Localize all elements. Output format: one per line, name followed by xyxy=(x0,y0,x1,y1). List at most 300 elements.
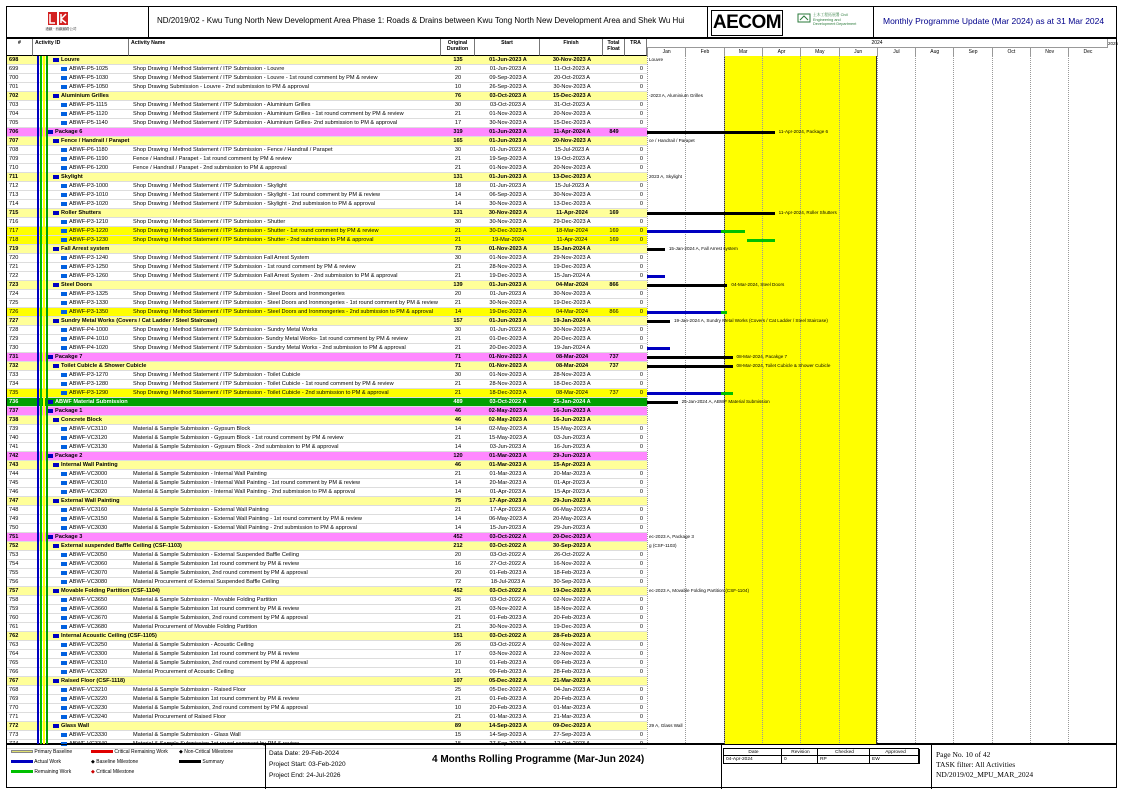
activity-row-699[interactable] xyxy=(7,65,647,74)
activity-row-711[interactable] xyxy=(7,173,647,182)
start-date: 06-May-2023 A xyxy=(489,516,527,522)
month-header: May xyxy=(800,48,838,56)
row-number: 709 xyxy=(9,156,19,162)
activity-id: ABWF-VC3300 xyxy=(61,650,131,658)
activity-id: ABWF-P4-1010 xyxy=(61,335,131,343)
activity-row-723[interactable] xyxy=(7,281,647,290)
total-float: 866 xyxy=(609,282,619,288)
activity-name: Fence / Handrail / Parapet - 2nd submission to PM & approval xyxy=(133,165,287,171)
activity-row-758[interactable] xyxy=(7,596,647,605)
activity-row-756[interactable] xyxy=(7,578,647,587)
original-duration: 452 xyxy=(453,588,463,594)
activity-row-757[interactable] xyxy=(7,587,647,596)
activity-name: Material & Sample Submission - Gypsum Block xyxy=(133,426,251,432)
activity-row-725[interactable] xyxy=(7,299,647,308)
col-header-duration: Original Duration xyxy=(441,39,475,56)
activity-row-765[interactable] xyxy=(7,659,647,668)
finish-date: 30-Nov-2023 A xyxy=(553,192,591,198)
finish-date: 15-Apr-2023 A xyxy=(553,462,591,468)
activity-row-702[interactable] xyxy=(7,92,647,101)
row-number: 711 xyxy=(9,174,19,180)
activity-id: ABWF-VC3220 xyxy=(61,695,131,703)
activity-id: ABWF-VC3010 xyxy=(61,479,131,487)
finish-date: 13-Dec-2023 A xyxy=(552,174,592,180)
activity-id: Package 1 xyxy=(47,407,427,415)
gantt-chart xyxy=(647,39,1118,745)
project-start: Project Start: 03-Feb-2020 xyxy=(269,761,346,768)
original-duration: 21 xyxy=(454,606,462,612)
activity-row-744[interactable] xyxy=(7,470,647,479)
activity-row-709[interactable] xyxy=(7,155,647,164)
activity-row-706[interactable] xyxy=(7,128,647,137)
activity-row-720[interactable] xyxy=(7,254,647,263)
activity-id: Sundry Metal Works (Covers / Cat Ladder / Steel Staircase) xyxy=(53,317,433,325)
task-icon xyxy=(61,346,67,350)
activity-row-771[interactable] xyxy=(7,713,647,722)
activity-name: Shop Drawing / Method Statement / ITP Submission - Sundry Metal Works xyxy=(133,327,318,333)
tra-value: 0 xyxy=(639,444,643,450)
tra-value: 0 xyxy=(639,201,643,207)
month-header: Jun xyxy=(839,48,877,56)
activity-id: Aluminium Grilles xyxy=(53,92,433,100)
activity-name: Material & Sample Submission - Acoustic Ceiling xyxy=(133,642,254,648)
tra-value: 0 xyxy=(639,336,643,342)
activity-row-734[interactable] xyxy=(7,380,647,389)
gantt-bar-label: 15-Jan-2024 A, Fall Arrest system xyxy=(668,246,738,251)
activity-row-733[interactable] xyxy=(7,371,647,380)
finish-date: 15-Jul-2023 A xyxy=(554,183,590,189)
row-number: 700 xyxy=(9,75,19,81)
tra-value: 0 xyxy=(639,345,643,351)
finish-date: 30-Nov-2023 A xyxy=(553,84,591,90)
activity-id: ABWF-P3-1260 xyxy=(61,272,131,280)
original-duration: 14 xyxy=(454,480,462,486)
activity-id: ABWF-VC3080 xyxy=(61,578,131,586)
task-icon xyxy=(61,733,67,737)
activity-row-772[interactable] xyxy=(7,722,647,731)
start-date: 01-Jun-2023 A xyxy=(489,66,527,72)
finish-date: 27-Sep-2023 A xyxy=(553,732,591,738)
activity-bar xyxy=(647,275,665,278)
activity-name: Material & Sample Submission - Movable Folding Partition xyxy=(133,597,278,603)
original-duration: 25 xyxy=(454,687,462,693)
original-duration: 46 xyxy=(454,408,462,414)
summary-bar xyxy=(647,365,733,368)
finish-date: 04-Mar-2024 xyxy=(555,282,589,288)
activity-id: Fence / Handrail / Parapet xyxy=(53,137,433,145)
activity-row-770[interactable] xyxy=(7,704,647,713)
activity-row-740[interactable] xyxy=(7,434,647,443)
activity-name: Material & Sample Submission 1st round comment by PM & review xyxy=(133,561,300,567)
activity-row-718[interactable] xyxy=(7,236,647,245)
summary-bar xyxy=(647,284,727,287)
activity-name: Shop Drawing / Method Statement / ITP Submission - Sundry Metal Works - 2nd submission to PM & approval xyxy=(133,345,406,351)
activity-row-705[interactable] xyxy=(7,119,647,128)
task-icon xyxy=(61,76,67,80)
row-number: 749 xyxy=(9,516,19,522)
start-date: 03-Oct-2022 A xyxy=(489,597,527,603)
activity-row-710[interactable] xyxy=(7,164,647,173)
task-filter: TASK filter: All Activities xyxy=(936,760,1016,769)
finish-date: 20-Dec-2023 A xyxy=(552,534,592,540)
original-duration: 14 xyxy=(454,516,462,522)
activity-id: Package 6 xyxy=(47,128,427,136)
activity-row-768[interactable] xyxy=(7,686,647,695)
task-icon xyxy=(61,292,67,296)
activity-id: External suspended Baffle Ceiling (CSF-1103) xyxy=(53,542,433,550)
tra-value: 0 xyxy=(639,84,643,90)
tra-value: 0 xyxy=(639,642,643,648)
activity-row-717[interactable] xyxy=(7,227,647,236)
activity-row-730[interactable] xyxy=(7,344,647,353)
activity-id: ABWF-P3-1280 xyxy=(61,380,131,388)
activity-name: Material & Sample Submission, 2nd round comment by PM & approval xyxy=(133,660,308,666)
activity-name: Material & Sample Submission - Internal Wall Painting - 2nd submission to PM & approval xyxy=(133,489,356,495)
activity-row-753[interactable] xyxy=(7,551,647,560)
activity-name: Shop Drawing / Method Statement / ITP Submission - Louvre - 1st round comment by PM & review xyxy=(133,75,378,81)
row-number: 704 xyxy=(9,111,19,117)
activity-row-764[interactable] xyxy=(7,650,647,659)
original-duration: 21 xyxy=(454,345,462,351)
start-date: 26-Sep-2023 A xyxy=(489,84,527,90)
finish-date: 01-Mar-2023 A xyxy=(553,705,591,711)
row-number: 721 xyxy=(9,264,19,270)
month-header: Oct xyxy=(992,48,1030,56)
original-duration: 21 xyxy=(454,228,462,234)
activity-row-700[interactable] xyxy=(7,74,647,83)
activity-row-719[interactable] xyxy=(7,245,647,254)
original-duration: 30 xyxy=(454,102,462,108)
original-duration: 21 xyxy=(454,390,462,396)
tra-value: 0 xyxy=(639,471,643,477)
task-icon xyxy=(61,508,67,512)
finish-date: 15-Jan-2024 A xyxy=(553,246,591,252)
tra-value: 0 xyxy=(639,516,643,522)
finish-date: 11-Apr-2024 xyxy=(556,237,588,243)
activity-row-769[interactable] xyxy=(7,695,647,704)
activity-row-703[interactable] xyxy=(7,101,647,110)
task-icon xyxy=(61,490,67,494)
activity-row-761[interactable] xyxy=(7,623,647,632)
start-date: 03-Oct-2022 A xyxy=(489,534,527,540)
task-icon xyxy=(61,670,67,674)
activity-name: Shop Drawing / Method Statement / ITP Submission - Shutter - 1st round comment by PM & review xyxy=(133,228,379,234)
activity-row-745[interactable] xyxy=(7,479,647,488)
task-icon xyxy=(61,661,67,665)
finish-date: 30-Nov-2023 A xyxy=(552,57,592,63)
row-number: 724 xyxy=(9,291,19,297)
finish-date: 16-Nov-2022 A xyxy=(553,561,591,567)
summary-bar xyxy=(647,401,678,404)
wbs-icon xyxy=(53,211,59,215)
finish-date: 11-Oct-2023 A xyxy=(554,66,590,72)
finish-date: 08-Mar-2024 xyxy=(555,363,589,369)
primary-baseline-swatch xyxy=(11,750,33,753)
gantt-bar-label: 19-Jan-2024 A, Sundry Metal Works (Covers / Cat Ladder / Steel Staircase) xyxy=(673,318,828,323)
activity-name: Shop Drawing / Method Statement / ITP Submission - Shutter xyxy=(133,219,286,225)
task-icon xyxy=(61,562,67,566)
original-duration: 157 xyxy=(453,318,463,324)
finish-date: 08-Mar-2024 xyxy=(555,390,589,396)
row-number: 750 xyxy=(9,525,19,531)
activity-name: Shop Drawing / Method Statement / ITP Submission - Toilet Cubicle xyxy=(133,372,301,378)
activity-row-735[interactable] xyxy=(7,389,647,398)
finish-date: 18-Mar-2024 xyxy=(555,228,589,234)
tra-value: 0 xyxy=(639,255,643,261)
activity-row-773[interactable] xyxy=(7,731,647,740)
original-duration: 21 xyxy=(454,615,462,621)
activity-row-736[interactable] xyxy=(7,398,647,407)
activity-row-754[interactable] xyxy=(7,560,647,569)
row-number: 728 xyxy=(9,327,19,333)
row-number: 735 xyxy=(9,390,19,396)
start-date: 01-Apr-2023 A xyxy=(489,489,527,495)
activity-row-704[interactable] xyxy=(7,110,647,119)
task-icon xyxy=(61,202,67,206)
start-date: 03-Oct-2022 A xyxy=(489,552,527,558)
summary-bar xyxy=(647,212,775,215)
finish-date: 19-Jan-2024 A xyxy=(553,318,591,324)
wbs-level-stripe xyxy=(37,56,39,745)
month-header: Nov xyxy=(1030,48,1068,56)
gantt-bar-label: g (CSF-1103) xyxy=(649,543,677,548)
gantt-bar-label: ec-2023 A, Package 3 xyxy=(649,534,694,539)
baseline-milestone-icon: ◆ xyxy=(91,759,95,765)
activity-row-698[interactable] xyxy=(7,56,647,65)
original-duration: 21 xyxy=(454,696,462,702)
original-duration: 151 xyxy=(453,633,463,639)
activity-row-714[interactable] xyxy=(7,200,647,209)
start-date: 01-Nov-2023 A xyxy=(488,363,528,369)
activity-row-726[interactable] xyxy=(7,308,647,317)
activity-id: ABWF-P3-1000 xyxy=(61,182,131,190)
row-number: 717 xyxy=(9,228,19,234)
project-end: Project End: 24-Jul-2026 xyxy=(269,772,341,779)
activity-row-741[interactable] xyxy=(7,443,647,452)
row-number: 715 xyxy=(9,210,19,216)
tra-value: 0 xyxy=(639,102,643,108)
month-header: Aug xyxy=(915,48,953,56)
activity-row-762[interactable] xyxy=(7,632,647,641)
total-float: 169 xyxy=(609,210,619,216)
activity-row-708[interactable] xyxy=(7,146,647,155)
row-number: 710 xyxy=(9,165,19,171)
activity-row-755[interactable] xyxy=(7,569,647,578)
start-date: 03-Oct-2022 A xyxy=(489,399,527,405)
tra-value: 0 xyxy=(639,381,643,387)
activity-row-731[interactable] xyxy=(7,353,647,362)
contractor-logo xyxy=(45,11,75,33)
activity-row-743[interactable] xyxy=(7,461,647,470)
finish-date: 15-Dec-2023 A xyxy=(553,120,591,126)
activity-row-707[interactable] xyxy=(7,137,647,146)
start-date: 01-Jun-2023 A xyxy=(489,174,527,180)
activity-id: Concrete Block xyxy=(53,416,433,424)
activity-row-716[interactable] xyxy=(7,218,647,227)
legend-critical-remaining: Critical Remaining Work xyxy=(114,749,168,755)
legend-summary: Summary xyxy=(202,759,224,765)
activity-name: Material & Sample Submission, 2nd round comment by PM & approval xyxy=(133,615,308,621)
activity-row-737[interactable] xyxy=(7,407,647,416)
activity-row-727[interactable] xyxy=(7,317,647,326)
critical-milestone-icon: ◆ xyxy=(91,769,95,775)
task-icon xyxy=(61,121,67,125)
task-icon xyxy=(61,472,67,476)
activity-row-749[interactable] xyxy=(7,515,647,524)
start-date: 30-Nov-2023 A xyxy=(489,300,527,306)
activity-row-722[interactable] xyxy=(7,272,647,281)
total-float: 737 xyxy=(609,354,619,360)
month-gridline xyxy=(1068,56,1069,745)
finish-date: 15-Jul-2023 A xyxy=(554,147,590,153)
gantt-bar-label: 08-Mar-2024, Pacakge 7 xyxy=(736,354,788,359)
original-duration: 30 xyxy=(454,327,462,333)
activity-row-715[interactable] xyxy=(7,209,647,218)
activity-row-721[interactable] xyxy=(7,263,647,272)
activity-id: ABWF-VC3650 xyxy=(61,596,131,604)
start-date: 02-May-2023 A xyxy=(488,408,528,414)
row-number: 698 xyxy=(9,57,19,63)
finish-date: 21-Mar-2023 A xyxy=(553,678,591,684)
activity-row-747[interactable] xyxy=(7,497,647,506)
row-number: 739 xyxy=(9,426,19,432)
activity-row-738[interactable] xyxy=(7,416,647,425)
original-duration: 120 xyxy=(453,453,463,459)
activity-id: ABWF-P6-1200 xyxy=(61,164,131,172)
activity-name: Shop Drawing / Method Statement / ITP Submission- Sundry Metal Works- 1st round comment by PM & review xyxy=(133,336,408,342)
activity-row-712[interactable] xyxy=(7,182,647,191)
tra-value: 0 xyxy=(639,192,643,198)
task-icon xyxy=(61,67,67,71)
start-date: 14-Sep-2023 A xyxy=(488,723,528,729)
tra-value: 0 xyxy=(639,552,643,558)
summary-swatch xyxy=(179,760,201,763)
activity-row-701[interactable] xyxy=(7,83,647,92)
activity-id: Movable Folding Partition (CSF-1104) xyxy=(53,587,433,595)
summary-bar xyxy=(647,248,665,251)
activity-row-713[interactable] xyxy=(7,191,647,200)
tra-value: 0 xyxy=(639,489,643,495)
wbs-icon xyxy=(53,283,59,287)
activity-id: Package 2 xyxy=(47,452,427,460)
activity-row-751[interactable] xyxy=(7,533,647,542)
activity-id: Louvre xyxy=(53,56,433,64)
start-date: 03-Oct-2023 A xyxy=(489,93,527,99)
wbs-icon xyxy=(53,139,59,143)
activity-row-760[interactable] xyxy=(7,614,647,623)
activity-id: ABWF-P3-1210 xyxy=(61,218,131,226)
start-date: 30-Nov-2023 A xyxy=(489,120,527,126)
start-date: 01-Feb-2023 A xyxy=(489,696,527,702)
finish-date: 28-Feb-2023 A xyxy=(553,669,591,675)
start-date: 03-Oct-2022 A xyxy=(489,543,527,549)
row-number: 747 xyxy=(9,498,19,504)
activity-row-752[interactable] xyxy=(7,542,647,551)
activity-name: Material & Sample Submission - External Suspended Baffle Ceiling xyxy=(133,552,299,558)
activity-id: ABWF-P3-1010 xyxy=(61,191,131,199)
start-date: 15-May-2023 A xyxy=(489,435,527,441)
row-number: 760 xyxy=(9,615,19,621)
task-icon xyxy=(61,553,67,557)
activity-row-739[interactable] xyxy=(7,425,647,434)
revision-cell: 0 xyxy=(782,756,818,764)
row-number: 732 xyxy=(9,363,19,369)
row-number: 748 xyxy=(9,507,19,513)
activity-name: Shop Drawing / Method Statement / ITP Submission - Aluminium Grilles xyxy=(133,102,311,108)
activity-id: ABWF-P3-1325 xyxy=(61,290,131,298)
task-icon xyxy=(61,337,67,341)
activity-name: Shop Drawing / Method Statement / ITP Submission - Skylight - 2nd submission to PM & approval xyxy=(133,201,376,207)
start-date: 01-Jun-2023 A xyxy=(489,57,527,63)
row-number: 769 xyxy=(9,696,19,702)
activity-name: Material & Sample Submission 1st round comment by PM & review xyxy=(133,606,300,612)
task-icon xyxy=(61,427,67,431)
activity-id: ABWF-VC3210 xyxy=(61,686,131,694)
original-duration: 10 xyxy=(454,705,462,711)
row-number: 712 xyxy=(9,183,19,189)
activity-row-724[interactable] xyxy=(7,290,647,299)
activity-name: Shop Drawing / Method Statement / ITP Submission - Steel Doors and Ironmongeries - 2nd submission to PM & approval xyxy=(133,309,433,315)
activity-row-763[interactable] xyxy=(7,641,647,650)
activity-row-746[interactable] xyxy=(7,488,647,497)
row-number: 740 xyxy=(9,435,19,441)
row-number: 702 xyxy=(9,93,19,99)
activity-row-766[interactable] xyxy=(7,668,647,677)
activity-row-750[interactable] xyxy=(7,524,647,533)
summary-bar xyxy=(647,131,775,134)
finish-date: 18-Feb-2023 A xyxy=(553,570,591,576)
original-duration: 18 xyxy=(454,183,462,189)
schedule-grid xyxy=(6,38,1119,747)
activity-name: Shop Drawing / Method Statement / ITP Submission - 1st round comment by PM & review xyxy=(133,264,356,270)
activity-row-732[interactable] xyxy=(7,362,647,371)
activity-row-748[interactable] xyxy=(7,506,647,515)
activity-name: Shop Drawing / Method Statement / ITP Submission - Shutter - 2nd submission to PM & approval xyxy=(133,237,374,243)
row-number: 743 xyxy=(9,462,19,468)
revision-header-cell: Approved xyxy=(870,749,920,755)
row-number: 707 xyxy=(9,138,19,144)
activity-id: ABWF-P6-1190 xyxy=(61,155,131,163)
activity-id: ABWF-VC3670 xyxy=(61,614,131,622)
tra-value: 0 xyxy=(639,705,643,711)
start-date: 03-Oct-2023 A xyxy=(489,102,527,108)
revision-table xyxy=(723,748,919,764)
activity-row-729[interactable] xyxy=(7,335,647,344)
original-duration: 20 xyxy=(454,291,462,297)
activity-name: Material & Sample Submission 1st round comment by PM & review xyxy=(133,651,300,657)
original-duration: 20 xyxy=(454,552,462,558)
activity-row-742[interactable] xyxy=(7,452,647,461)
activity-id: ABWF-P5-1050 xyxy=(61,83,131,91)
activity-row-767[interactable] xyxy=(7,677,647,686)
activity-row-759[interactable] xyxy=(7,605,647,614)
activity-name: Material & Sample Submission - External Wall Painting - 2nd submission to PM & approval xyxy=(133,525,357,531)
start-date: 03-Oct-2022 A xyxy=(489,633,527,639)
activity-name: Shop Drawing / Method Statement / ITP Submission Fall Arrest System xyxy=(133,255,310,261)
activity-name: Shop Drawing / Method Statement / ITP Submission - Toilet Cubicle - 2nd submission to PM & approval xyxy=(133,390,389,396)
revision-cell: EW xyxy=(870,756,920,764)
task-icon xyxy=(61,238,67,242)
activity-id: ABWF-P3-1270 xyxy=(61,371,131,379)
activity-row-728[interactable] xyxy=(7,326,647,335)
task-icon xyxy=(61,220,67,224)
row-number: 714 xyxy=(9,201,19,207)
original-duration: 20 xyxy=(454,570,462,576)
wbs-icon xyxy=(53,634,59,638)
activity-id: ABWF-VC3230 xyxy=(61,704,131,712)
row-number: 764 xyxy=(9,651,19,657)
row-number: 755 xyxy=(9,570,19,576)
